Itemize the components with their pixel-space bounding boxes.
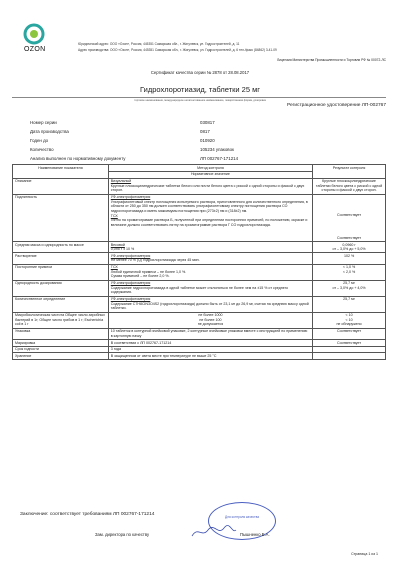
row-norm-text: Ультрафиолетовый спектр поглощения испытуемого раствора, приготовленного для количественного определения, в области от 250 до 350 нм должен соответствовать ультрафиолетовому спектру поглощения раствора СО гидрохлоротиазида и иметь максимумы поглощения при (273±2) нм и (318±2) нм. xyxy=(110,199,308,213)
legal-address: Юридический адрес: ООО «Озон», Россия, 445351 Самарская обл., г. Жигулевск, ул. Гидростроителей, д. 11 xyxy=(78,42,240,46)
row-result xyxy=(313,280,386,296)
row-norm: 3 года xyxy=(108,346,312,353)
row-method: УФ-спектрофотометрия xyxy=(110,195,151,200)
row-result xyxy=(313,241,386,252)
row-norm-text: Содержание гидрохлоротиазида в одной таблетке может отклоняться не более чем на ±15 % от среднего содержания. xyxy=(110,285,288,295)
table-row xyxy=(13,264,386,280)
row-result-2: Соответствует xyxy=(337,235,362,240)
col-header-method: Метод контроля xyxy=(108,165,312,172)
expiry-value: 010920 xyxy=(200,138,215,143)
table-header-row xyxy=(13,165,386,172)
row-method: УФ-спектрофотометрия xyxy=(110,297,151,302)
row-method-2: ТСХ xyxy=(110,213,118,218)
row-norm xyxy=(108,241,312,252)
row-result xyxy=(313,312,386,328)
row-method: УФ-спектрофотометрия xyxy=(110,253,151,258)
row-result-3: не обнаружено xyxy=(336,322,362,327)
table-row xyxy=(13,328,386,339)
row-name: Микробиологическая чистота Общее число аэробных бактерий в 1г; Общее число грибов в 1 г; Escherichia coli в 1 г xyxy=(13,312,109,328)
batch-labels xyxy=(30,118,125,163)
row-norm-text-2: Сумма примесей – не более 2,0 %. xyxy=(110,274,170,279)
expiry-label: Годен до xyxy=(30,138,49,143)
table-row xyxy=(13,253,386,264)
spacer xyxy=(315,218,383,236)
row-name: Упаковка xyxy=(13,328,109,339)
table-row xyxy=(13,194,386,241)
table-row xyxy=(13,280,386,296)
row-result-1: < 10 xyxy=(345,313,353,318)
table-row xyxy=(13,178,386,194)
col-header-norm: Нормативное значение xyxy=(108,171,312,178)
row-result-1: Соответствует xyxy=(337,213,362,218)
page-number: Страница 1 из 1 xyxy=(351,552,378,556)
quantity-value: 105234 упаковок xyxy=(200,147,234,152)
row-method: ТСХ xyxy=(110,265,118,270)
title-caption: торговое наименование, международное непатентованное наименование, лекарственная форма, дозировка xyxy=(134,99,266,102)
row-norm-text: Любой единичной примеси – не более 1,0 %. xyxy=(110,269,187,274)
row-result-2: < 10 xyxy=(345,317,353,322)
batch-number-value: 030817 xyxy=(200,120,215,125)
row-norm-text-3: не допускается xyxy=(197,322,224,327)
table-row xyxy=(13,353,386,360)
row-norm-text: не более 1000 xyxy=(198,313,223,318)
table-row xyxy=(13,241,386,252)
col-header-result: Результат контроля xyxy=(313,165,386,179)
registration-number: Регистрационное удостоверение ЛП-002767 xyxy=(286,103,386,108)
row-result: Соответствует xyxy=(313,339,386,346)
table-row xyxy=(13,296,386,312)
row-name: Подлинность xyxy=(13,194,109,241)
normative-doc-label: Анализ выполнен по нормативному документу xyxy=(30,156,126,161)
row-norm-text: Круглые плоскоцилиндрические таблетки белого или почти белого цвета с риской с одной стороны и фаской с двух сторон. xyxy=(110,183,305,193)
row-norm-text-2: Пятно на хроматограмме раствора Б, полученной при определении посторонних примесей, по положению, окраске и величине должно соответствовать пятну на хроматограмме раствора Г СО гидрохлоротиазида. xyxy=(110,218,308,227)
conclusion: Заключение: соответствует требованиям ЛП 002767-171214 xyxy=(20,512,155,517)
signatory-title: Зам. директора по качеству xyxy=(95,532,150,537)
row-result xyxy=(313,346,386,353)
batch-number-label: Номер серии xyxy=(30,120,57,125)
signature-icon xyxy=(190,524,238,540)
quantity-label: Количество xyxy=(30,147,54,152)
spacer xyxy=(315,195,383,213)
row-norm-text-2: не более 100 xyxy=(199,317,222,322)
row-result: Соответствует xyxy=(313,328,386,339)
table-row xyxy=(13,339,386,346)
company-address xyxy=(78,41,277,53)
row-result xyxy=(313,194,386,241)
row-result: Круглые плоскоцилиндрические таблетки белого цвета с риской с одной стороны и фаской с двух сторон. xyxy=(313,178,386,194)
letterhead xyxy=(12,10,386,56)
row-norm: 10 таблеток в контурной ячейковой упаковке, 2 контурные ячейковые упаковки вместе с инструкцией по применению в картонную пачку xyxy=(108,328,312,339)
row-name: Однородность дозирования xyxy=(13,280,109,296)
row-result-1: 25,7 мг xyxy=(343,281,355,286)
row-result-2: от – 3,0% до + 5,0% xyxy=(332,247,366,252)
row-norm xyxy=(108,178,312,194)
logo-wordmark: OZON xyxy=(24,46,46,53)
product-title: Гидрохлоротиазид, таблетки 25 мг xyxy=(140,85,260,94)
row-norm-text: Содержание C7H8ClN3O4S2 (гидрохлоротиазида) должно быть от 23,1 мг до 26,9 мг, считая на среднюю массу одной таблетки. xyxy=(110,301,309,311)
row-result-1: < 1,0 % xyxy=(342,265,356,270)
specification-table xyxy=(12,164,386,360)
row-result-2: < 2,0 % xyxy=(342,269,356,274)
row-result: 25,7 мг xyxy=(313,296,386,312)
row-method: Визуальный xyxy=(110,179,132,184)
license-line: Лицензия Министерства Промышленности и Торговли РФ № 00072-ЛС xyxy=(276,58,386,62)
row-name: Растворение xyxy=(13,253,109,264)
row-norm xyxy=(108,264,312,280)
row-name: Посторонние примеси xyxy=(13,264,109,280)
production-date-label: Дата производства xyxy=(30,129,69,134)
row-norm xyxy=(108,312,312,328)
row-name: Средняя масса и однородность по массе xyxy=(13,241,109,252)
row-result xyxy=(313,353,386,360)
row-norm: В соответствии с ЛП 002767-171214 xyxy=(108,339,312,346)
table-row xyxy=(13,346,386,353)
row-method: УФ-спектрофотометрия xyxy=(110,281,151,286)
row-method: Весовой xyxy=(110,242,125,247)
row-name: Количественное определение xyxy=(13,296,109,312)
row-norm xyxy=(108,253,312,264)
table-row xyxy=(13,312,386,328)
row-name: Хранение xyxy=(13,353,109,360)
title-underline xyxy=(12,97,386,98)
col-header-indicator: Наименование показателя xyxy=(13,165,109,179)
row-norm xyxy=(108,194,312,241)
stamp-text: Для контроля качества xyxy=(224,515,260,519)
row-norm: В защищенном от света месте при температуре не выше 25 °С xyxy=(108,353,312,360)
normative-doc-value: ЛП 002767-171214 xyxy=(200,156,239,161)
batch-values xyxy=(200,118,238,163)
row-result-1: 0,0960 г xyxy=(342,242,356,247)
row-norm xyxy=(108,280,312,296)
row-norm-text: Не менее 70 % (Q) гидрохлоротиазида через 45 мин. xyxy=(110,258,200,263)
production-address: Адрес производства: ООО «Озон», Россия, 445351 Самарская обл., г. Жигулевск, ул. Гидростроителей, д. 6 тел./факс (84862) 3-41-09 xyxy=(78,48,277,52)
certificate-heading: Сертификат качества серии № 2878 от 28.08.2017 xyxy=(150,70,250,75)
row-result xyxy=(313,264,386,280)
row-result: 102 % xyxy=(313,253,386,264)
row-name: Описание xyxy=(13,178,109,194)
row-result-2: от – 3,0% до + 4,0% xyxy=(332,285,366,290)
row-name: Срок годности xyxy=(13,346,109,353)
production-date-value: 0817 xyxy=(200,129,210,134)
row-norm xyxy=(108,296,312,312)
row-norm-text: 0,095 г ± 10 % xyxy=(110,247,135,252)
row-name: Маркировка xyxy=(13,339,109,346)
signatory-name: Пышненко Е.А. xyxy=(240,532,270,537)
